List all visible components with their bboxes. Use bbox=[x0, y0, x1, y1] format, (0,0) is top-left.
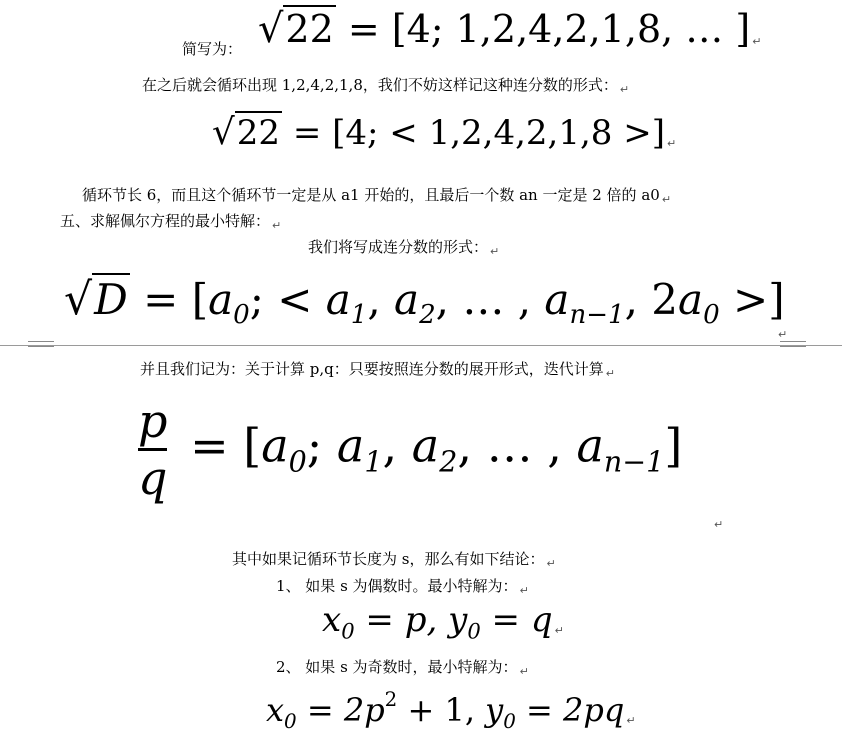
equation-rhs: = [4; < 1,2,4,2,1,8 >] bbox=[282, 113, 665, 153]
text-write-as-cf bbox=[308, 236, 499, 258]
eq-part: = [ bbox=[129, 275, 209, 324]
denominator: q bbox=[138, 451, 168, 505]
subscript: 1 bbox=[364, 445, 383, 479]
equation-pq-cf bbox=[138, 394, 683, 505]
term-a: a bbox=[576, 418, 604, 473]
eq-part: = q bbox=[480, 600, 553, 640]
subscript: n−1 bbox=[603, 445, 665, 479]
section-heading-text: 五、求解佩尔方程的最小特解： bbox=[60, 212, 271, 230]
numerator: p bbox=[138, 394, 168, 448]
fraction-p-over-q bbox=[138, 394, 168, 505]
equation-even-solution bbox=[322, 600, 564, 643]
text-compute-pq bbox=[140, 358, 615, 380]
text-cycle-intro bbox=[142, 74, 629, 96]
paragraph-mark: ↵ bbox=[619, 83, 630, 96]
paragraph-mark: ↵ bbox=[661, 193, 672, 206]
eq-part: , 2 bbox=[624, 275, 679, 324]
equation-sqrt22-periodic: √22 = [4; < 1,2,4,2,1,8 >] ↵ bbox=[212, 112, 677, 153]
term-a: a bbox=[336, 418, 365, 473]
term-a: a bbox=[325, 275, 351, 324]
paragraph-mark: ↵ bbox=[666, 137, 677, 150]
subscript: 2 bbox=[439, 445, 458, 479]
term-a: a bbox=[261, 418, 289, 473]
eq-part: + 1, bbox=[397, 690, 486, 729]
var-y: y bbox=[485, 690, 504, 729]
subscript: 2 bbox=[419, 300, 436, 331]
page-divider bbox=[0, 345, 842, 346]
subscript: 0 bbox=[288, 445, 307, 479]
eq-part: = 2pq bbox=[515, 690, 625, 729]
subscript: 0 bbox=[341, 618, 355, 644]
text-period-description bbox=[82, 184, 671, 206]
list-item-odd-text: 2、 如果 s 为奇数时，最小特解为： bbox=[276, 658, 518, 676]
list-item-even-text: 1、 如果 s 为偶数时。最小特解为： bbox=[276, 577, 518, 595]
subscript: 0 bbox=[467, 618, 481, 644]
term-a: a bbox=[678, 275, 704, 324]
text-conclusion-intro bbox=[232, 548, 556, 570]
paragraph-mark: ↵ bbox=[626, 713, 636, 727]
paragraph-mark: ↵ bbox=[272, 219, 282, 232]
equation-rhs: = [4; 1,2,4,2,1,8, … ] bbox=[335, 7, 751, 51]
paragraph-mark: ↵ bbox=[605, 367, 615, 380]
eq-part: , bbox=[367, 275, 395, 324]
eq-part: ; < bbox=[249, 275, 326, 324]
eq-part: >] bbox=[719, 275, 785, 324]
list-item-odd bbox=[276, 656, 529, 678]
eq-part: , bbox=[382, 418, 412, 473]
subscript: 0 bbox=[503, 709, 516, 733]
eq-part: ; bbox=[306, 418, 337, 473]
margin-marker-right bbox=[780, 341, 806, 347]
subscript: n−1 bbox=[569, 300, 625, 331]
text-period-content: 循环节长 6，而且这个循环节一定是从 a1 开始的，且最后一个数 an 一定是 2 倍的 a0 bbox=[82, 186, 660, 204]
eq-part: , … , bbox=[435, 275, 545, 324]
term-a: a bbox=[544, 275, 570, 324]
equation-odd-solution bbox=[266, 688, 636, 733]
var-x: x bbox=[322, 600, 342, 640]
section-heading-pell bbox=[60, 210, 281, 232]
label-shorthand: 简写为： bbox=[182, 40, 243, 58]
equation-sqrt22-expansion: √22 = [4; 1,2,4,2,1,8, … ] ↵ bbox=[258, 6, 762, 52]
term-a: a bbox=[394, 275, 420, 324]
eq-part: ] bbox=[664, 418, 683, 473]
eq-part: = p, bbox=[354, 600, 449, 640]
radicand: D bbox=[94, 275, 128, 324]
var-y: y bbox=[448, 600, 468, 640]
eq-part: , … , bbox=[457, 418, 577, 473]
superscript: 2 bbox=[384, 688, 398, 711]
paragraph-mark: ↵ bbox=[752, 35, 762, 48]
subscript: 0 bbox=[703, 300, 720, 331]
paragraph-mark: ↵ bbox=[519, 584, 529, 597]
subscript: 0 bbox=[233, 300, 250, 331]
text-cycle-intro-content: 在之后就会循环出现 1,2,4,2,1,8，我们不妨这样记这种连分数的形式： bbox=[142, 76, 618, 94]
term-a: a bbox=[411, 418, 440, 473]
paragraph-mark: ↵ bbox=[546, 557, 556, 570]
text-write-as-cf-content: 我们将写成连分数的形式： bbox=[308, 238, 489, 256]
paragraph-mark: ↵ bbox=[554, 624, 564, 637]
term-a: a bbox=[208, 275, 234, 324]
subscript: 1 bbox=[350, 300, 368, 331]
paragraph-mark: ↵ bbox=[778, 328, 788, 341]
text-compute-pq-content: 并且我们记为：关于计算 p,q：只要按照连分数的展开形式，迭代计算 bbox=[140, 360, 604, 378]
radicand: 22 bbox=[285, 7, 334, 51]
eq-part: = [ bbox=[175, 418, 262, 473]
paragraph-mark: ↵ bbox=[519, 665, 529, 678]
eq-part: = 2p bbox=[296, 690, 385, 729]
equation-sqrtD-cf: $√D = [a_0$; < $a_1$, $a_2$, … , $a_{n-1}$, $2a_0$ >] bbox=[64, 274, 785, 331]
paragraph-mark: ↵ bbox=[714, 518, 724, 531]
margin-marker-left bbox=[28, 341, 54, 347]
subscript: 0 bbox=[284, 709, 297, 733]
radicand: 22 bbox=[236, 113, 281, 153]
text-conclusion-content: 其中如果记循环节长度为 s，那么有如下结论： bbox=[232, 550, 545, 568]
paragraph-mark: ↵ bbox=[490, 245, 500, 258]
list-item-even bbox=[276, 575, 529, 597]
var-x: x bbox=[266, 690, 285, 729]
